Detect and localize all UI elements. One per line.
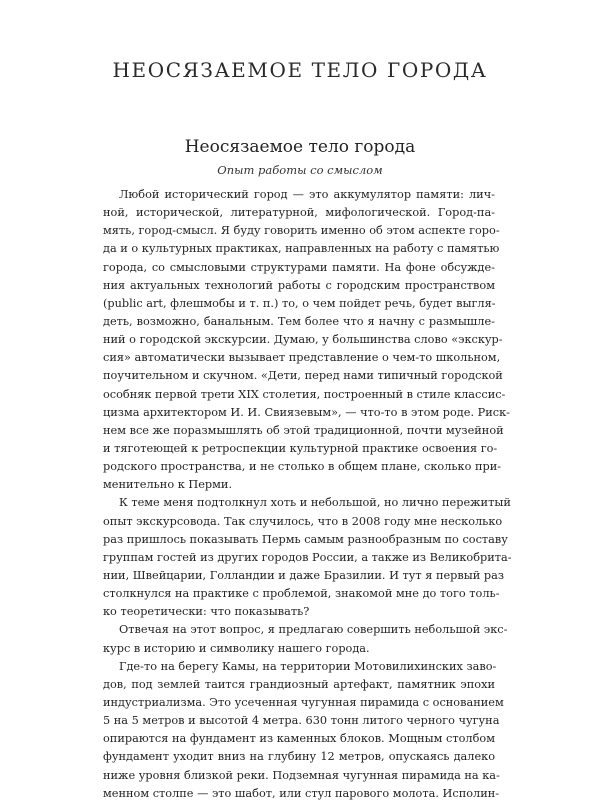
text-line: города, со смысловыми структурами памяти. На фоне обсужде- [103, 260, 495, 274]
text-line: курс в историю и символику нашего города. [103, 641, 370, 655]
text-line: сия» автоматически вызывает представление о чем-то школьном, [103, 351, 501, 365]
text-line: ний о городской экскурсии. Думаю, у большинства слово «экскур- [103, 333, 503, 347]
text-line: да и о культурных практиках, направленных на работу с памятью [103, 242, 500, 256]
text-line: менном столпе — это шабот, или стул парового молота. Исполин- [103, 786, 500, 800]
text-line: ко теоретически: что показывать? [103, 605, 310, 619]
text-line: дов, под землей таится грандиозный артефакт, памятник эпохи [103, 677, 495, 691]
text-line: нии, Швейцарии, Голландии и даже Бразилии. И тут я первый раз [103, 568, 505, 582]
text-line: ной, исторической, литературной, мифологической. Город-па- [103, 206, 495, 220]
text-line: (public art, флешмобы и т. п.) то, о чем пойдет речь, будет выгля- [103, 296, 496, 310]
text-line: Где-то на берегу Камы, на территории Мотовилихинских заво- [119, 659, 497, 673]
text-line: цизма архитектором И. И. Свиязевым», — что-то в этом роде. Риск- [103, 405, 510, 419]
article-subtitle: Опыт работы со смыслом [217, 163, 383, 177]
text-line: опираются на фундамент из каменных блоков. Мощным столбом [103, 732, 495, 746]
text-line: менительно к Перми. [103, 478, 233, 492]
text-line: особняк первой трети XIX столетия, построенный в стиле классис- [103, 387, 506, 401]
text-line: фундамент уходит вниз на глубину 12 метров, опускаясь далеко [103, 750, 495, 764]
text-line: Любой исторический город — это аккумулятор памяти: лич- [119, 188, 495, 201]
text-line: ния актуальных технологий работы с городским пространством [103, 278, 495, 292]
article-title: Неосязаемое тело города [184, 137, 416, 157]
text-line: и тяготеющей к ретроспекции культурной практике освоения го- [103, 441, 498, 455]
text-line: мять, город-смысл. Я буду говорить именно об этом аспекте горо- [103, 224, 500, 238]
text-line: индустриализма. Это усеченная чугунная пирамида с основанием [103, 695, 504, 709]
text-line: родского пространства, и не столько в общем плане, сколько при- [103, 460, 502, 474]
running-head: НЕОСЯЗАЕМОЕ ТЕЛО ГОРОДА [112, 58, 488, 82]
text-line: поучительном и скучном. «Дети, перед нами типичный городской [103, 369, 503, 383]
text-line: ниже уровня близкой реки. Подземная чугунная пирамида на ка- [103, 768, 500, 782]
text-line: нем все же поразмышлять об этой традиционной, почти музейной [103, 423, 504, 437]
body-text [103, 186, 512, 803]
text-line: деть, возможно, банальным. Тем более что я начну с размышле- [103, 314, 495, 328]
text-line: столкнулся на практике с проблемой, знакомой мне до того толь- [103, 587, 500, 601]
text-line: К теме меня подтолкнул хоть и небольшой, но лично пережитый [119, 496, 511, 510]
text-line: Отвечая на этот вопрос, я предлагаю совершить небольшой экс- [119, 623, 508, 637]
text-line: группам гостей из других городов России, а также из Великобрита- [103, 550, 512, 564]
text-line: опыт экскурсовода. Так случилось, что в 2008 году мне несколько [103, 514, 503, 528]
text-line: раз пришлось показывать Пермь самым разнообразным по составу [103, 532, 508, 546]
text-line: 5 на 5 метров и высотой 4 метра. 630 тонн литого черного чугуна [103, 714, 500, 728]
